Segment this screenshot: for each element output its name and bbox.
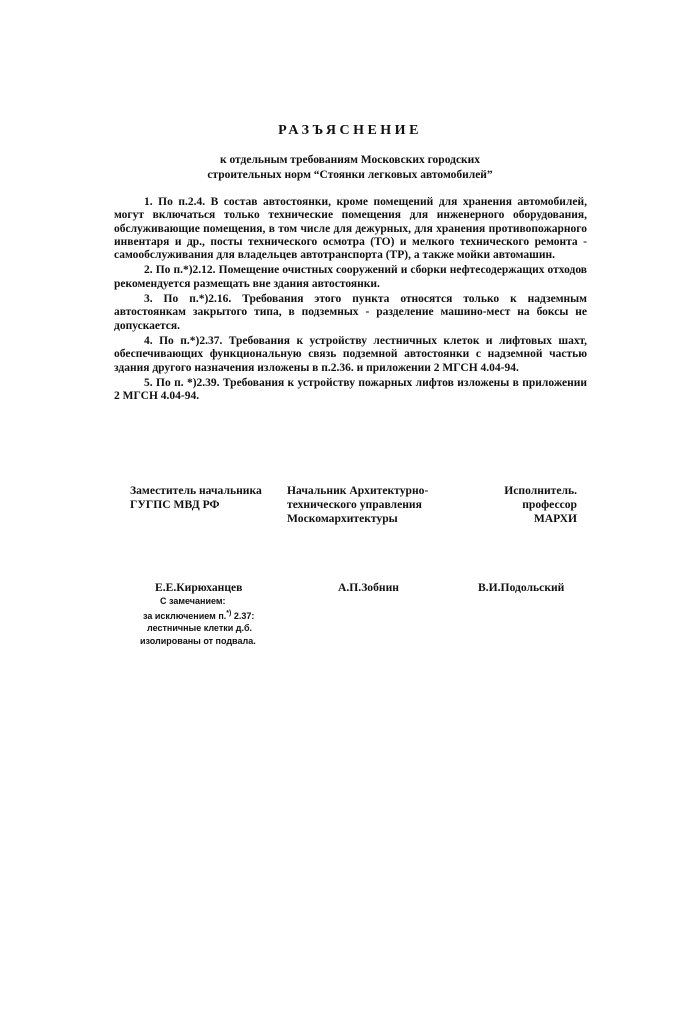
- note-line-4: изолированы от подвала.: [140, 635, 256, 646]
- document-title: РАЗЪЯСНЕНИЕ: [278, 123, 422, 138]
- signature-left-title: Заместитель начальника: [130, 484, 262, 497]
- signatory-name-left: Е.Е.Кирюханцев: [155, 581, 243, 594]
- note-line-2-clause: 2.37:: [231, 610, 255, 621]
- signature-middle-org: Москомархитектуры: [287, 512, 398, 525]
- note-line-2: [130, 608, 256, 623]
- note-footnote-mark: *): [226, 609, 232, 617]
- subtitle-line-2: строительных норм “Стоянки легковых автомобилей”: [207, 169, 493, 181]
- paragraph-2: 2. По п.*)2.12. Помещение очистных сооружений и сборки нефтесодержащих отходов рекомендуется размещать вне здания автостоянки.: [114, 264, 587, 290]
- handwritten-note: [130, 595, 256, 647]
- signature-block-right: [440, 484, 577, 526]
- paragraph-3: 3. По п.*)2.16. Требования этого пункта относятся только к надземным автостоянкам закрытого типа, в подземных - разделение машино-мест на боксы не допускается.: [114, 293, 587, 332]
- note-line-1: С замечанием:: [160, 596, 226, 606]
- note-line-2-text: за исключением п.: [143, 610, 227, 621]
- paragraph-4: 4. По п.*)2.37. Требования к устройству лестничных клеток и лифтовых шахт, обеспечивающих функциональную связь подземной автостоянки с надземной частью здания другого назначения изложены в п.2.36. и приложении 2 МГСН 4.04-94.: [114, 334, 587, 374]
- signature-middle-dept: технического управления: [287, 498, 422, 511]
- signatory-name-middle: А.П.Зобнин: [338, 581, 399, 594]
- signature-right-role: Исполнитель.: [504, 484, 577, 497]
- paragraph-5: 5. По п. *)2.39. Требования к устройству пожарных лифтов изложены в приложении 2 МГСН 4.04-94.: [114, 376, 587, 403]
- signature-middle-title: Начальник Архитектурно-: [287, 484, 429, 497]
- signature-left-org: ГУГПС МВД РФ: [130, 498, 220, 511]
- document-subtitle: [0, 153, 700, 183]
- signature-right-title: профессор: [522, 498, 577, 511]
- paragraph-1: 1. По п.2.4. В состав автостоянки, кроме помещений для хранения автомобилей, могут включаться только технические помещения для инженерного оборудования, обслуживающие помещения, в том числе для дежурных, для хранения противопожарного инвентаря и др., посты технического осмотра (ТО) и мелкого технического ремонта - самообслуживания для владельцев автотранспорта (ТР), а также мойки автомашин.: [114, 196, 587, 262]
- document-body: [114, 196, 587, 405]
- signature-block-left: [130, 484, 262, 512]
- note-line-3: лестничные клетки д.б.: [147, 623, 253, 633]
- subtitle-line-1: к отдельным требованиям Московских городских: [219, 154, 481, 166]
- signature-block-middle: [287, 484, 428, 526]
- signatory-name-right: В.И.Подольский: [478, 581, 565, 594]
- signature-right-org: МАРХИ: [533, 512, 577, 525]
